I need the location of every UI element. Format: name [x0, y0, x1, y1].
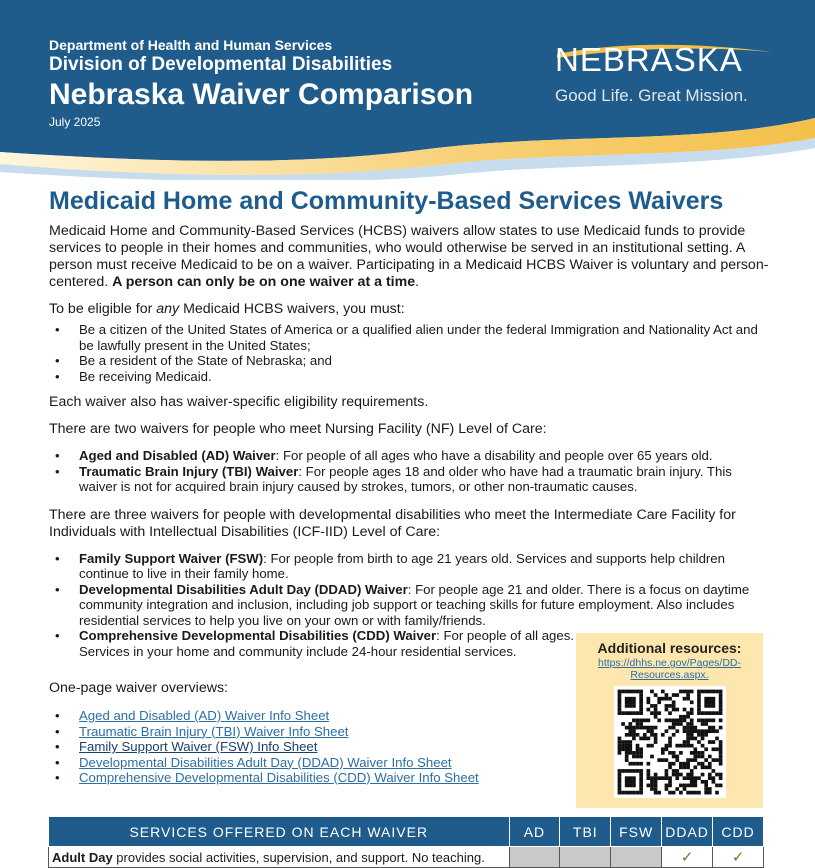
specific-requirements-text: Each waiver also has waiver-specific eligibility requirements.: [49, 394, 429, 410]
overviews-title: One-page waiver overviews:: [49, 680, 228, 696]
service-desc: provides social activities, supervision, and support. No teaching.: [112, 849, 485, 865]
waiver-name: Developmental Disabilities Adult Day (DDAD) Waiver: [79, 581, 408, 597]
qr-code-icon[interactable]: [614, 686, 726, 798]
cell-tbi: [560, 847, 611, 868]
nebraska-logo: [555, 40, 770, 106]
waiver-desc: : For people ages 18 and older who have had a traumatic brain injury. This waiver is not for acquired brain injury caused by strokes, tumors, or other non-traumatic causes.: [79, 463, 732, 494]
column-header-fsw: FSW: [611, 817, 662, 847]
nf-intro: There are two waivers for people who meet Nursing Facility (NF) Level of Care:: [49, 421, 547, 437]
list-item: [49, 448, 771, 464]
cell-fsw: [611, 847, 662, 868]
intro-text: Medicaid Home and Community-Based Services (HCBS) waivers allow states to use Medicaid funds to provide services to people in their homes and communities, who would otherwise be served in an institutional setting. A person must receive Medicaid to be on a waiver. Participating in a Medicaid HCBS Waiver is voluntary and person-centered.: [49, 223, 769, 290]
waiver-desc: : For people of all ages. Services in your home and community include 24-hour residential services.: [79, 628, 574, 659]
column-header-tbi: TBI: [560, 817, 611, 847]
eligibility-pre: To be eligible for: [49, 301, 157, 317]
table-row: [49, 847, 764, 868]
cell-cdd-check-icon: ✓: [713, 847, 764, 868]
tbi-info-sheet-link[interactable]: Traumatic Brain Injury (TBI) Waiver Info Sheet: [79, 723, 349, 739]
ad-info-sheet-link[interactable]: Aged and Disabled (AD) Waiver Info Sheet: [79, 708, 330, 723]
waiver-name: Aged and Disabled (AD) Waiver: [79, 448, 276, 463]
header-banner: [0, 0, 815, 180]
fsw-info-sheet-link[interactable]: Family Support Waiver (FSW) Info Sheet: [79, 739, 318, 754]
list-item: • Be receiving Medicaid.: [49, 369, 771, 385]
logo-wordmark: NEBRASKA: [555, 41, 743, 78]
waiver-name: Family Support Waiver (FSW): [79, 550, 264, 566]
service-name: Adult Day: [52, 849, 113, 865]
cell-ddad-check-icon: ✓: [662, 847, 713, 868]
list-item: [49, 628, 599, 659]
list-item: [49, 551, 771, 582]
intro-paragraph: Medicaid Home and Community-Based Services (HCBS) waivers allow states to use Medicaid funds to provide services to people in their homes and communities, who would otherwise be served in an institutional setting. A person must receive Medicaid to be on a waiver. Participating in a Medicaid HCBS Waiver is voluntary and person-centered. A person can only be on one waiver at a time.: [49, 223, 769, 290]
list-item: [49, 582, 771, 629]
list-item: • Be a citizen of the United States of America or a qualified alien under the federal Immigration and Nationality Act and be lawfully present in the United States;: [49, 322, 771, 353]
division-name: Division of Developmental Disabilities: [49, 54, 393, 75]
list-item: [49, 464, 771, 495]
ddad-info-sheet-link[interactable]: Developmental Disabilities Adult Day (DDAD) Waiver Info Sheet: [79, 754, 452, 770]
eligibility-list: [49, 322, 771, 384]
table-header-row: [49, 817, 764, 847]
icf-intro: There are three waivers for people with developmental disabilities who meet the Intermediate Care Facility for Individuals with Intellectual Disabilities (ICF-IID) Level of Care:: [49, 506, 736, 540]
waiver-name: Comprehensive Developmental Disabilities (CDD) Waiver: [79, 628, 437, 643]
resources-title: Additional resources:: [597, 640, 742, 656]
logo-tagline: Good Life. Great Mission.: [555, 86, 748, 105]
eligibility-post: Medicaid HCBS waivers, you must:: [179, 301, 405, 317]
services-table: [48, 816, 764, 868]
service-cell: [49, 847, 510, 868]
department-name: Department of Health and Human Services: [49, 37, 333, 53]
waiver-name: Traumatic Brain Injury (TBI) Waiver: [79, 463, 299, 479]
publication-date: July 2025: [49, 115, 101, 129]
cdd-info-sheet-link[interactable]: Comprehensive Developmental Disabilities (CDD) Waiver Info Sheet: [79, 770, 479, 785]
section-heading: Medicaid Home and Community-Based Services Waivers: [49, 187, 724, 215]
resources-link[interactable]: https://dhhs.ne.gov/Pages/DD-Resources.aspx.: [598, 657, 741, 681]
waiver-desc: : For people of all ages who have a disability and people over 65 years old.: [275, 448, 713, 463]
list-item: • Be a resident of the State of Nebraska; and: [49, 353, 771, 369]
waiver-desc: : For people from birth to age 21 years old. Services and supports help children continue to live in their family home.: [79, 550, 725, 581]
waiver-desc: : For people age 21 and older. There is a focus on daytime community integration and inclusion, including job support or teaching skills for future employment. Also includes residential services to help you live on your own or with family/friends.: [79, 581, 750, 628]
page-title: Nebraska Waiver Comparison: [49, 78, 474, 111]
additional-resources-box: [576, 633, 763, 808]
eligibility-intro: [49, 301, 771, 318]
nf-waiver-list: [49, 448, 771, 495]
eligibility-emphasis: any: [156, 301, 180, 317]
cell-ad: [509, 847, 560, 868]
column-header-cdd: CDD: [713, 817, 764, 847]
column-header-ad: AD: [509, 817, 560, 847]
table-header-title: SERVICES OFFERED ON EACH WAIVER: [49, 817, 510, 847]
column-header-ddad: DDAD: [662, 817, 713, 847]
intro-bold-statement: A person can only be on one waiver at a time: [112, 274, 416, 290]
